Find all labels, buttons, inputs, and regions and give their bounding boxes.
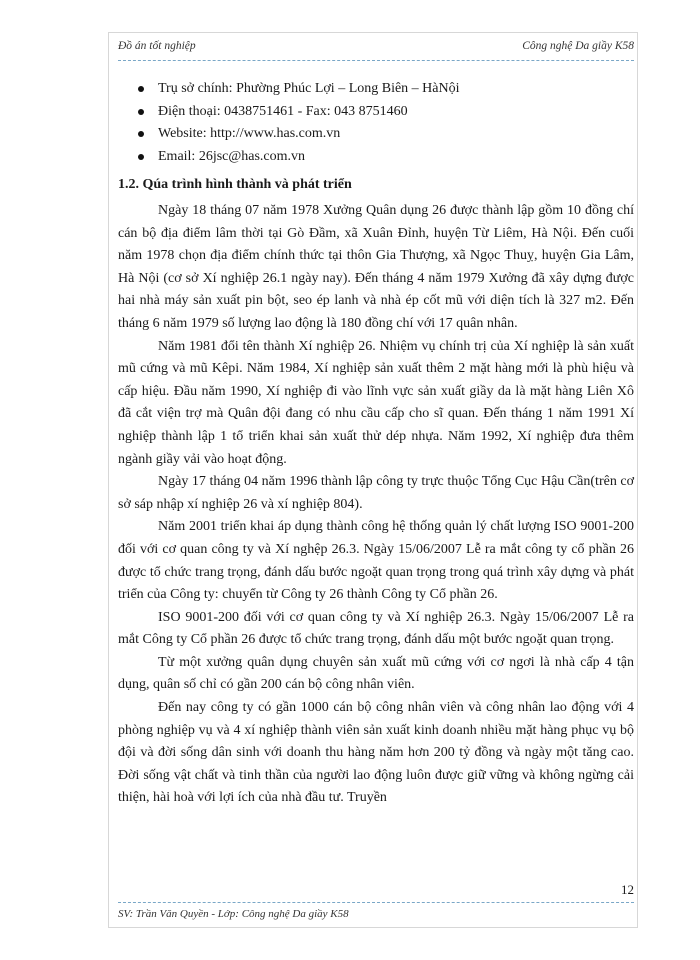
contact-address: Trụ sở chính: Phường Phúc Lợi – Long Biên – HàNội bbox=[158, 81, 460, 96]
header-divider bbox=[118, 60, 634, 61]
page-number: 12 bbox=[621, 882, 634, 897]
bullet-icon bbox=[138, 154, 144, 160]
list-item bbox=[134, 123, 634, 146]
paragraph: Ngày 18 tháng 07 năm 1978 Xưởng Quân dụng 26 được thành lập gồm 10 đồng chí cán bộ địa điểm lâm thời tại Gò Đầm, xã Xuân Đỉnh, huyện Từ Liêm, Hà Nội. Đến cuối năm 1978 chọn địa điểm chính thức tại thôn Gia Thượng, xã Ngọc Thuỵ, huyện Gia Lâm, Hà Nội (cơ sở Xí nghiệp 26.1 ngày nay). Đến tháng 4 năm 1979 Xưởng đã xây dựng được hai nhà máy sản xuất pin bột, seo ép lanh và nhà ép cốt mũ với diện tích là 327 m2. Đến tháng 6 năm 1979 số lượng lao động là 180 đồng chí với 17 quân nhân. bbox=[118, 203, 634, 331]
header-right-title: Công nghệ Da giầy K58 bbox=[522, 40, 634, 52]
paragraph: Năm 2001 triển khai áp dụng thành công hệ thống quản lý chất lượng ISO 9001-200 đối với cơ quan công ty và Xí nghệp 26.3. Ngày 15/06/2007 Lễ ra mắt công ty cổ phần 26 được tổ chức trang trọng, đánh dấu bước ngoặt quan trọng trong quá trình xây dựng và phát triển của Công ty: chuyển từ Công ty 26 thành Công ty Cổ phần 26. bbox=[118, 519, 634, 603]
document-body bbox=[118, 78, 634, 810]
contact-website: Website: http://www.has.com.vn bbox=[158, 126, 341, 141]
list-item bbox=[134, 78, 634, 101]
list-item bbox=[134, 101, 634, 124]
list-item bbox=[134, 146, 634, 169]
footer-divider bbox=[118, 902, 634, 903]
paragraph: Từ một xưởng quân dụng chuyên sản xuất mũ cứng với cơ ngơi là nhà cấp 4 tận dụng, quân số chỉ có gần 200 cán bộ công nhân viên. bbox=[118, 654, 634, 693]
page-header bbox=[118, 40, 634, 60]
section-heading: 1.2. Qúa trình hình thành và phát triển bbox=[118, 177, 352, 192]
paragraph: Năm 1981 đổi tên thành Xí nghiệp 26. Nhiệm vụ chính trị của Xí nghiệp là sản xuất mũ cứng và mũ Kêpi. Năm 1984, Xí nghiệp sản xuất thêm 2 mặt hàng mới là phù hiệu và cấp hiệu. Đầu năm 1990, Xí nghiệp đi vào lĩnh vực sản xuất giầy da là mặt hàng Liên Xô đã cắt viện trợ mà Quân đội đang có nhu cầu cấp cho sĩ quan. Đến tháng 1 năm 1991 Xí nghiệp thành lập 1 tổ triển khai sản xuất thử dép nhựa. Năm 1992, Xí nghiệp đưa thêm ngành giầy vải vào hoạt động. bbox=[118, 338, 634, 467]
bullet-icon bbox=[138, 109, 144, 115]
page-footer: SV: Trần Văn Quyền - Lớp: Công nghệ Da giầy K58 bbox=[118, 908, 349, 920]
bullet-icon bbox=[138, 86, 144, 92]
contact-list bbox=[118, 78, 634, 168]
contact-phone: Điện thoại: 0438751461 - Fax: 043 8751460 bbox=[158, 103, 408, 119]
paragraph: Đến nay công ty có gần 1000 cán bộ công nhân viên và công nhân lao động với 4 phòng nghiệp vụ và 4 xí nghiệp thành viên sản xuất kinh doanh nhiều mặt hàng phục vụ bộ đội và đời sống dân sinh với doanh thu hàng năm hơn 200 tỷ đồng và ngày một tăng cao. Đời sống vật chất và tinh thần của người lao động luôn được giữ vững và không ngừng cải thiện, hài hoà với lợi ích của nhà đầu tư. Truyền bbox=[118, 700, 634, 806]
paragraph: Ngày 17 tháng 04 năm 1996 thành lập công ty trực thuộc Tổng Cục Hậu Cần(trên cơ sở sáp nhập xí nghiệp 26 và xí nghiệp 804). bbox=[118, 474, 634, 512]
contact-email: Email: 26jsc@has.com.vn bbox=[158, 148, 306, 164]
bullet-icon bbox=[138, 131, 144, 137]
header-left-title: Đồ án tốt nghiệp bbox=[118, 40, 196, 52]
paragraph: ISO 9001-200 đối với cơ quan công ty và Xí nghiệp 26.3. Ngày 15/06/2007 Lễ ra mắt Công ty Cổ phần 26 được tổ chức trang trọng, đánh dấu một bước ngoặt quan trọng. bbox=[118, 609, 634, 648]
